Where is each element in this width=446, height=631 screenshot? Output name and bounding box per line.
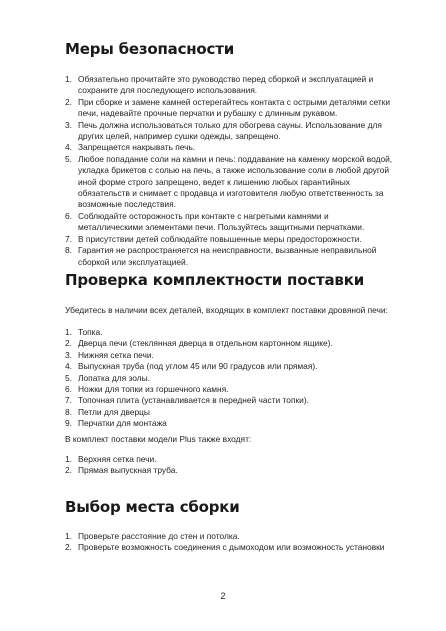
- item-text: Топка.: [78, 327, 103, 337]
- list-item: [65, 418, 395, 429]
- list-item: [65, 234, 395, 245]
- item-text: Проверьте расстояние до стен и потолка.: [78, 531, 240, 541]
- section-title-place: Выбор места сборки: [65, 498, 240, 516]
- item-text: Печь должна использоваться только для обогрева сауны. Использование для других целей, например сушки одежды, запрещено.: [78, 119, 382, 142]
- kit-list: [65, 327, 395, 430]
- item-number: 4.: [65, 142, 72, 153]
- item-text: При сборке и замене камней остерегайтесь контакта с острыми деталями сетки печи, надевайте прочные перчатки и рубашку с длинным рукавом.: [78, 96, 391, 119]
- list-item: [65, 531, 410, 542]
- item-text: Верхняя сетка печи.: [78, 454, 157, 464]
- item-text: Гарантия не распространяется на неисправности, вызванные неправильной сборкой или эксплуатацией.: [78, 245, 377, 267]
- item-text: Перчатки для монтажа: [78, 418, 167, 429]
- item-number: 5.: [65, 372, 72, 383]
- list-item: [65, 211, 395, 234]
- place-list: [65, 531, 410, 554]
- list-item: [65, 74, 395, 97]
- list-item: [65, 338, 395, 349]
- list-item: [65, 142, 395, 153]
- item-text: Лопатка для золы.: [78, 372, 150, 383]
- item-number: 7.: [65, 233, 72, 244]
- list-item: [65, 373, 395, 384]
- plus-intro: В комплект поставки модели Plus также входят:: [65, 434, 252, 444]
- list-item: [65, 120, 395, 143]
- item-number: 1.: [65, 531, 72, 541]
- page-number: 2: [220, 591, 226, 601]
- item-number: 1.: [65, 74, 72, 84]
- item-number: 8.: [65, 406, 72, 417]
- item-number: 3.: [65, 119, 72, 130]
- item-number: 5.: [65, 153, 72, 164]
- kit-intro: Убедитесь в наличии всех деталей, входящих в комплект поставки дровяной печи:: [65, 305, 388, 315]
- item-text: Ножки для топки из горшечного камня.: [78, 384, 229, 395]
- item-text: Проверьте возможность соединения с дымоходом или возможность установки: [78, 542, 385, 553]
- list-item: [65, 361, 395, 372]
- list-item: [65, 350, 395, 361]
- item-number: 1.: [65, 327, 72, 337]
- item-text: Петли для дверцы: [78, 406, 150, 417]
- item-text: Соблюдайте осторожность при контакте с нагретыми камнями и металлическими элементами печи. Пользуйтесь защитными перчатками.: [78, 210, 365, 233]
- item-number: 6.: [65, 210, 72, 221]
- item-number: 2.: [65, 96, 72, 107]
- item-text: В присутствии детей соблюдайте повышенные меры предосторожности.: [78, 233, 362, 244]
- item-text: Топочная плита (устанавливается в передней части топки).: [78, 395, 309, 406]
- item-text: Обязательно прочитайте это руководство перед сборкой и эксплуатацией и сохраните для последующего использования.: [78, 74, 374, 96]
- section-title-kit: Проверка комплектности поставки: [65, 271, 365, 289]
- item-text: Прямая выпускная труба.: [78, 465, 178, 476]
- item-text: Любое попадание соли на камни и печь: поддавание на каменку морской водой, укладка брикетов с солью на печь, а также использование соли в любой другой иной форме строго запрещено, ведет к лишению любых гарантийных обязательств и снимает с продавца и изготовителя любую ответственность за возможные последствия.: [78, 153, 393, 210]
- item-number: 4.: [65, 361, 72, 372]
- safety-list: [65, 74, 395, 268]
- item-text: Нижняя сетка печи.: [78, 349, 154, 360]
- list-item: [65, 384, 395, 395]
- item-number: 2.: [65, 465, 72, 476]
- list-item: [65, 542, 410, 553]
- item-number: 1.: [65, 454, 72, 464]
- plus-list: [65, 454, 395, 477]
- list-item: [65, 465, 395, 476]
- list-item: [65, 245, 395, 268]
- item-number: 9.: [65, 418, 72, 429]
- item-number: 3.: [65, 349, 72, 360]
- item-number: 8.: [65, 245, 72, 256]
- item-number: 7.: [65, 395, 72, 406]
- item-text: Запрещается накрывать печь.: [78, 142, 196, 153]
- item-number: 2.: [65, 542, 72, 553]
- list-item: [65, 154, 395, 211]
- list-item: [65, 327, 395, 338]
- item-text: Дверца печи (стеклянная дверца в отдельном картонном ящике).: [78, 338, 333, 349]
- list-item: [65, 454, 395, 465]
- list-item: [65, 407, 395, 418]
- list-item: [65, 395, 395, 406]
- item-number: 6.: [65, 384, 72, 395]
- list-item: [65, 97, 395, 120]
- item-number: 2.: [65, 338, 72, 349]
- section-title-safety: Меры безопасности: [65, 40, 235, 58]
- item-text: Выпускная труба (под углом 45 или 90 градусов или прямая).: [78, 361, 318, 372]
